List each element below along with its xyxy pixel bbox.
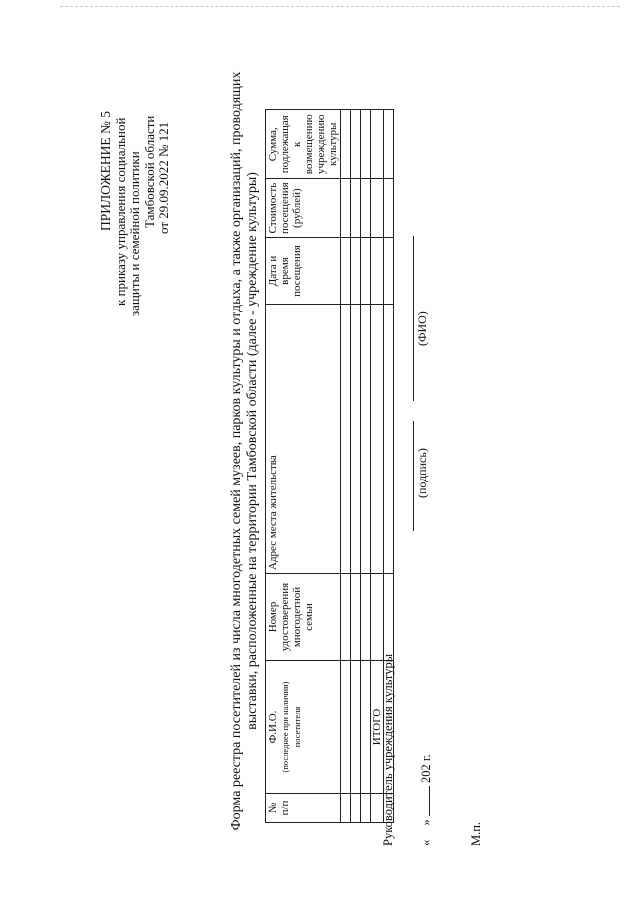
cell bbox=[361, 661, 371, 794]
date-blank bbox=[419, 786, 430, 816]
cell bbox=[351, 238, 361, 305]
date-line bbox=[419, 754, 434, 846]
header-refund: Сумма, подлежащая к возмещению учреждению культуры bbox=[266, 110, 341, 179]
cell bbox=[371, 179, 384, 238]
form-title bbox=[229, 56, 260, 846]
date-close-quote: » bbox=[419, 819, 433, 826]
cell bbox=[341, 179, 351, 238]
cell bbox=[384, 110, 394, 179]
header-fio-main: Ф.И.О. bbox=[267, 710, 279, 744]
cell bbox=[341, 238, 351, 305]
cell bbox=[371, 110, 384, 179]
cell bbox=[384, 305, 394, 574]
stamp-place: М.п. bbox=[469, 821, 483, 846]
table-header-row bbox=[266, 110, 341, 823]
cell bbox=[384, 238, 394, 305]
table-row bbox=[341, 110, 351, 823]
appendix-line-2: защиты и семейной политики bbox=[127, 151, 142, 316]
header-certificate: Номер удостоверения многодетной семьи bbox=[266, 574, 341, 661]
cell bbox=[341, 661, 351, 794]
cell bbox=[351, 110, 361, 179]
cell bbox=[341, 110, 351, 179]
header-datetime: Дата и время посещения bbox=[266, 238, 341, 305]
header-fio-note: (последнее при наличии) посетителя bbox=[280, 681, 302, 773]
form-title-line-2: выставки, расположенные на территории Тамбовской области (далее - учреждение культуры) bbox=[244, 172, 260, 730]
cell bbox=[351, 661, 361, 794]
name-caption: (ФИО) bbox=[415, 311, 429, 346]
cell bbox=[341, 305, 351, 574]
signature-caption: (подпись) bbox=[415, 448, 429, 498]
cell bbox=[351, 794, 361, 823]
cell bbox=[371, 574, 384, 661]
cell bbox=[361, 238, 371, 305]
header-num: № п/п bbox=[266, 794, 341, 823]
appendix-line-1: к приказу управления социальной bbox=[112, 117, 128, 306]
header-address: Адрес места жительства bbox=[266, 305, 341, 574]
header-cost: Стоимость посещения (рублей) bbox=[266, 179, 341, 238]
signature-line bbox=[413, 421, 414, 531]
cell bbox=[384, 574, 394, 661]
cell bbox=[361, 305, 371, 574]
form-title-line-1: Форма реестра посетителей из числа многодетных семей музеев, парков культуры и отдыха, а также организаций, проводящих bbox=[229, 71, 244, 831]
appendix-line-4: от 29.09.2022 № 121 bbox=[156, 121, 171, 234]
cell bbox=[351, 574, 361, 661]
appendix-title: ПРИЛОЖЕНИЕ № 5 bbox=[98, 110, 113, 231]
cell bbox=[341, 574, 351, 661]
registry-table bbox=[265, 109, 394, 823]
cell bbox=[371, 305, 384, 574]
cell bbox=[351, 305, 361, 574]
cell bbox=[371, 238, 384, 305]
cell bbox=[341, 794, 351, 823]
document-sheet bbox=[75, 46, 535, 876]
header-fio bbox=[266, 661, 341, 794]
cell bbox=[361, 110, 371, 179]
table-row bbox=[351, 110, 361, 823]
cell bbox=[351, 179, 361, 238]
cell bbox=[361, 574, 371, 661]
date-year: 202 г. bbox=[419, 754, 433, 783]
signature-head: Руководитель учреждения культуры bbox=[381, 653, 395, 846]
appendix-block bbox=[99, 46, 172, 316]
date-open-quote: « bbox=[419, 839, 433, 846]
total-label: ИТОГО bbox=[371, 661, 384, 794]
cell bbox=[384, 179, 394, 238]
name-line bbox=[413, 236, 414, 401]
cell bbox=[361, 179, 371, 238]
appendix-line-3: Тамбовской области bbox=[141, 115, 157, 228]
scan-edge-artifact bbox=[60, 6, 620, 11]
cell bbox=[361, 794, 371, 823]
table-row bbox=[361, 110, 371, 823]
